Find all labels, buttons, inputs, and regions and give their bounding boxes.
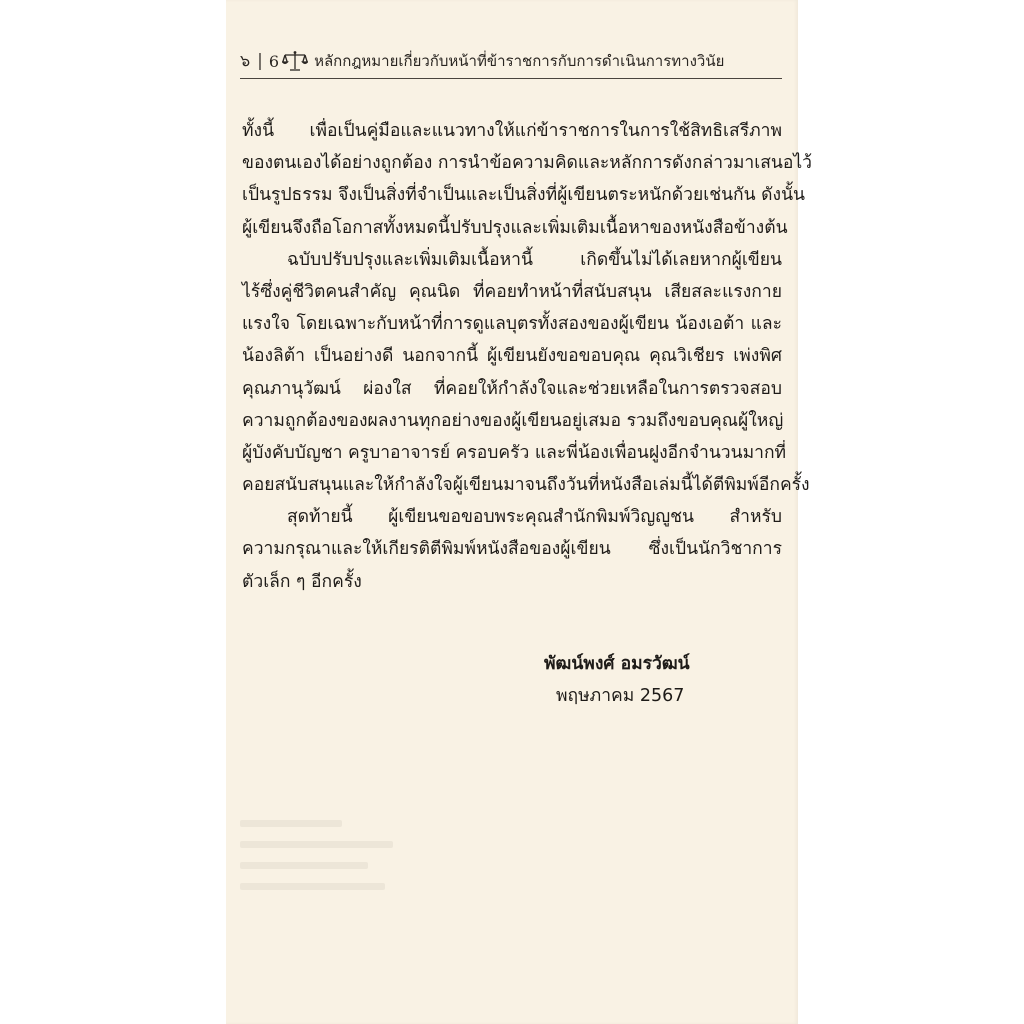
text-line: คอยสนับสนุนและให้กำลังใจผู้เขียนมาจนถึงวันที่หนังสือเล่มนี้ได้ตีพิมพ์อีกครั้ง (242, 475, 810, 496)
text-line: น้องลิต้า เป็นอย่างดี นอกจากนี้ ผู้เขียนยังขอขอบคุณ คุณวิเชียร เพ่งพิศ (242, 346, 782, 367)
show-through-text (240, 820, 410, 920)
header-rule (240, 78, 782, 79)
header-separator: | (257, 51, 263, 71)
text-line: ผู้บังคับบัญชา ครูบาอาจารย์ ครอบครัว และพี่น้องเพื่อนฝูงอีกจำนวนมากที่ (242, 442, 787, 463)
text-line: ไร้ซึ่งคู่ชีวิตคนสำคัญ คุณนิด ที่คอยทำหน้าที่สนับสนุน เสียสละแรงกาย (242, 281, 782, 302)
page-number-thai: ๖ (240, 50, 252, 70)
text-line: ผู้เขียนจึงถือโอกาสทั้งหมดนี้ปรับปรุงและเพิ่มเติมเนื้อหาของหนังสือข้างต้น (242, 217, 788, 238)
text-line: สุดท้ายนี้ ผู้เขียนขอขอบพระคุณสำนักพิมพ์วิญญูชน สำหรับ (287, 507, 782, 528)
text-line: ความกรุณาและให้เกียรติตีพิมพ์หนังสือของผู้เขียน ซึ่งเป็นนักวิชาการ (242, 539, 782, 560)
scales-of-justice-icon (282, 50, 308, 72)
author-name: พัฒน์พงศ์ อมรวัฒน์ (544, 654, 690, 674)
running-header (240, 46, 782, 76)
text-line: ตัวเล็ก ๆ อีกครั้ง (242, 571, 362, 592)
book-title: หลักกฎหมายเกี่ยวกับหน้าที่ข้าราชการกับการดำเนินการทางวินัย (314, 52, 725, 70)
text-line: ฉบับปรับปรุงและเพิ่มเติมเนื้อหานี้ เกิดขึ้นไม่ได้เลยหากผู้เขียน (287, 249, 782, 270)
text-line: คุณภานุวัฒน์ ผ่องใส ที่คอยให้กำลังใจและช่วยเหลือในการตรวจสอบ (242, 378, 782, 399)
signature-date: พฤษภาคม 2567 (556, 686, 685, 706)
text-line: เป็นรูปธรรม จึงเป็นสิ่งที่จำเป็นและเป็นสิ่งที่ผู้เขียนตระหนักด้วยเช่นกัน ดังนั้น (242, 185, 805, 206)
body-text (242, 115, 812, 598)
page-number: 6 (268, 51, 281, 71)
book-page (226, 0, 812, 1024)
text-line: ความถูกต้องของผลงานทุกอย่างของผู้เขียนอยู่เสมอ รวมถึงขอบคุณผู้ใหญ่ (242, 410, 784, 431)
text-line: แรงใจ โดยเฉพาะกับหน้าที่การดูแลบุตรทั้งสองของผู้เขียน น้องเอต้า และ (242, 314, 782, 335)
signature-block (544, 648, 690, 712)
text-line: ของตนเองได้อย่างถูกต้อง การนำข้อความคิดและหลักการดังกล่าวมาเสนอไว้ (242, 153, 812, 174)
text-line: ทั้งนี้ เพื่อเป็นคู่มือและแนวทางให้แก่ข้าราชการในการใช้สิทธิเสรีภาพ (242, 121, 782, 141)
